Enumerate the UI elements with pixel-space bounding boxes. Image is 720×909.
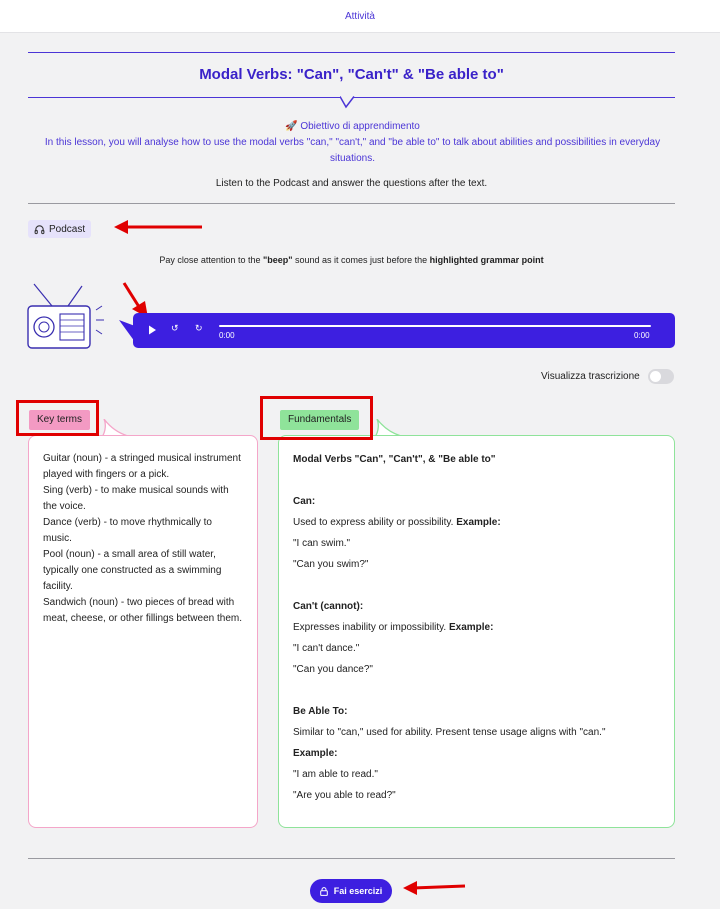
duration: 0:00 [634, 331, 650, 340]
key-terms-tag: Key terms [29, 410, 90, 430]
example-label: Example: [293, 748, 338, 759]
key-term-item: Dance (verb) - to move rhythmically to music. [43, 517, 212, 544]
key-term-item: Sandwich (noun) - two pieces of bread with meat, cheese, or other fillings between them. [43, 597, 242, 624]
example-label: Example: [456, 517, 501, 528]
lock-icon [320, 887, 328, 896]
able-description: Similar to "can," used for ability. Present tense usage aligns with "can." [293, 727, 606, 738]
title-bubble-notch [340, 95, 360, 109]
learning-objective [40, 119, 665, 167]
able-example: "I am able to read." [293, 769, 378, 780]
example-label: Example: [448, 622, 494, 633]
can-example: "I can swim." [293, 538, 351, 549]
key-terms-card [28, 435, 258, 828]
progress-track[interactable] [219, 325, 651, 327]
instructions-text: Listen to the Podcast and answer the questions after the text. [215, 178, 488, 189]
can-description: Used to express ability or possibility. [293, 517, 454, 528]
fundamentals-tag: Fundamentals [280, 410, 359, 430]
able-example: "Are you able to read?" [293, 790, 396, 801]
top-bar [0, 0, 720, 33]
podcast-hint: Pay close attention to the "beep" sound as it comes just before the highlighted grammar point [159, 255, 544, 265]
cant-example: "I can't dance." [293, 643, 360, 654]
key-term-item: Sing (verb) - to make musical sounds with the voice. [43, 485, 229, 512]
red-box-fundamentals [260, 396, 373, 440]
play-icon[interactable] [148, 325, 157, 335]
red-arrow-podcast [112, 219, 204, 235]
divider [28, 203, 675, 204]
transcript-toggle[interactable] [648, 369, 674, 384]
red-box-key-terms [16, 400, 99, 436]
can-example: "Can you swim?" [293, 559, 369, 570]
cant-example: "Can you dance?" [293, 664, 373, 675]
current-time: 0:00 [219, 331, 235, 340]
exercises-button[interactable] [310, 879, 392, 903]
rewind-icon[interactable]: ↺ [171, 323, 179, 333]
podcast-label-text: Podcast [49, 223, 86, 235]
fundamentals-card [278, 435, 675, 828]
key-term-item: Pool (noun) - a small area of still water, typically one constructed as a swimming facility. [43, 549, 222, 592]
divider [28, 858, 675, 859]
forward-icon[interactable]: ↻ [195, 323, 203, 333]
objective-title: Obiettivo di apprendimento [300, 121, 420, 132]
can-title: Can: [293, 496, 316, 507]
lesson-title-box [28, 52, 675, 98]
radio-illustration [22, 280, 108, 356]
headphones-icon [34, 224, 45, 235]
key-term-item: Guitar (noun) - a stringed musical instrument played with fingers or a pick. [43, 453, 241, 480]
red-arrow-exercises [401, 879, 467, 895]
cant-description: Expresses inability or impossibility. [293, 622, 447, 633]
transcript-label: Visualizza trascrizione [541, 371, 640, 382]
rocket-icon: 🚀 [285, 121, 298, 132]
cant-title: Can't (cannot): [293, 601, 364, 612]
audio-player [133, 313, 675, 348]
exercises-button-label: Fai esercizi [333, 886, 383, 896]
podcast-label [28, 220, 91, 238]
objective-text: In this lesson, you will analyse how to use the modal verbs "can," "can't," and "be able to" to talk about abilities and possibilities in everyday situations. [44, 137, 661, 164]
able-title: Be Able To: [293, 706, 348, 717]
transcript-toggle-row [541, 369, 674, 384]
lesson-title: Modal Verbs: "Can", "Can't" & "Be able to" [199, 66, 504, 83]
activity-tab[interactable]: Attività [344, 11, 375, 22]
fundamentals-heading: Modal Verbs "Can", "Can't", & "Be able to" [293, 454, 496, 465]
